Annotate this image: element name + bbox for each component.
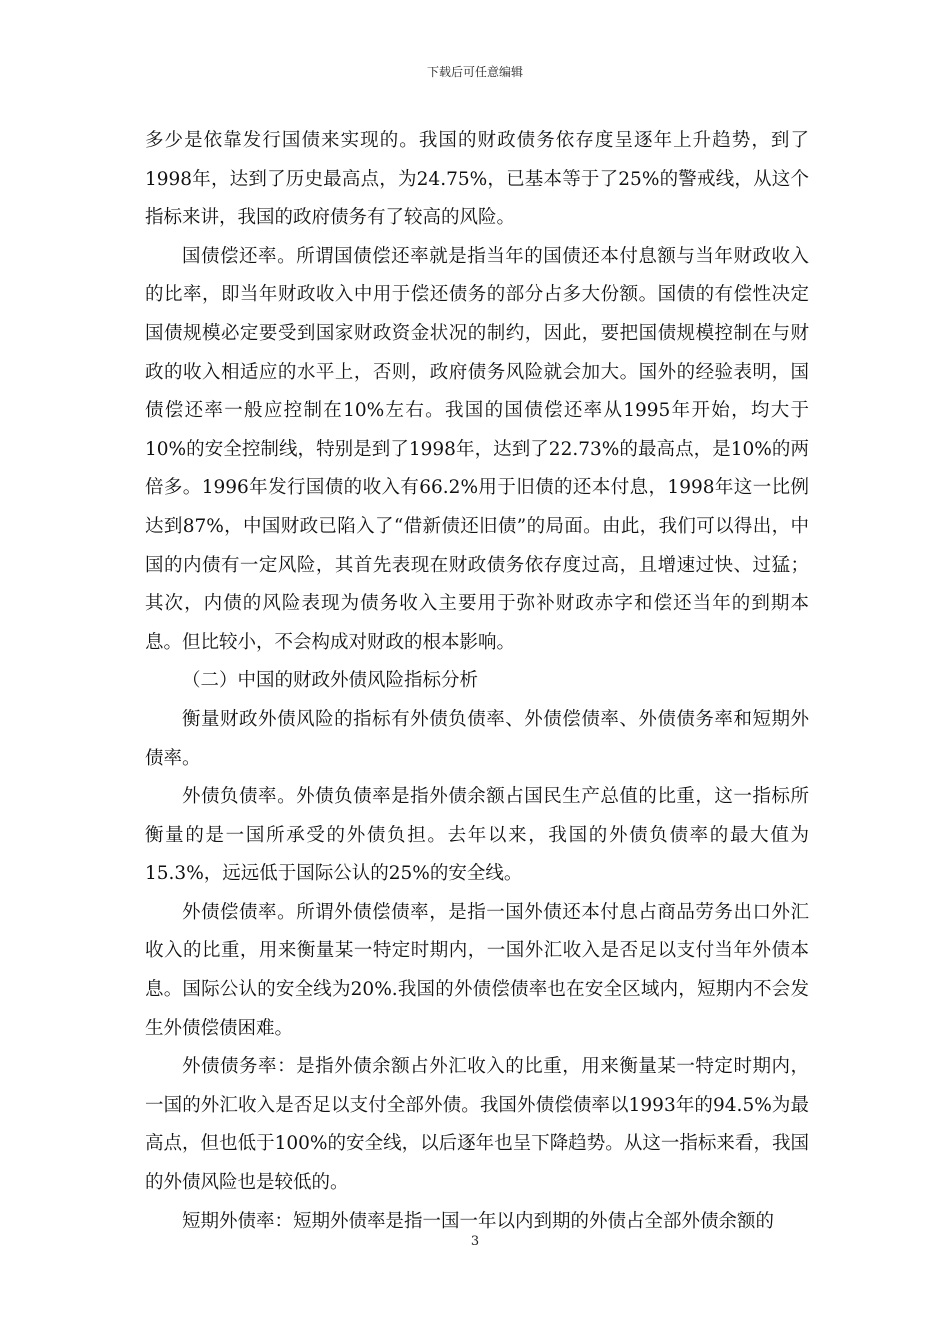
paragraph-debt-repayment-ratio: 国债偿还率。所谓国债偿还率就是指当年的国债还本付息额与当年财政收入的比率，即当年财政收入中用于偿还债务的部分占多大份额。国债的有偿性决定国债规模必定要受到国家财政资金状况的制约，因此，要把国债规模控制在与财政的收入相适应的水平上，否则，政府债务风险就会加大。国外的经验表明，国债偿还率一般应控制在10%左右。我国的国债偿还率从1995年开始，均大于10%的安全控制线，特别是到了1998年，达到了22.73%的最高点，是10%的两倍多。1996年发行国债的收入有66.2%用于旧债的还本付息，1998年这一比例达到87%，中国财政已陷入了“借新债还旧债”的局面。由此，我们可以得出，中国的内债有一定风险，其首先表现在财政债务依存度过高，且增速过快、过猛；其次，内债的风险表现为债务收入主要用于弥补财政赤字和偿还当年的到期本息。但比较小，不会构成对财政的根本影响。 [145,245,809,653]
paragraph-foreign-debt-service-ratio: 外债偿债率。所谓外债偿债率，是指一国外债还本付息占商品劳务出口外汇收入的比重，用来衡量某一特定时期内，一国外汇收入是否足以支付当年外债本息。国际公认的安全线为20%.我国的外债偿债率也在安全区域内，短期内不会发生外债偿债困难。 [145,901,809,1039]
paragraph-foreign-debt-indicators: 衡量财政外债风险的指标有外债负债率、外债偿债率、外债债务率和短期外债率。 [145,708,809,769]
paragraph-continuation: 多少是依靠发行国债来实现的。我国的财政债务依存度呈逐年上升趋势，到了1998年，达到了历史最高点，为24.75%，已基本等于了25%的警戒线，从这个指标来讲，我国的政府债务有了较高的风险。 [145,130,809,229]
page-header: 下载后可任意编辑 [426,65,523,79]
page-number: 3 [470,1234,480,1249]
section-heading-foreign-debt: （二）中国的财政外债风险指标分析 [182,670,479,692]
document-body [145,122,809,1241]
paragraph-short-term-debt-ratio: 短期外债率：短期外债率是指一国一年以内到期的外债占全部外债余额的 [182,1210,775,1232]
paragraph-foreign-debt-liability-ratio: 外债负债率。外债负债率是指外债余额占国民生产总值的比重，这一指标所衡量的是一国所承受的外债负担。去年以来，我国的外债负债率的最大值为15.3%，远远低于国际公认的25%的安全线。 [145,786,809,885]
paragraph-foreign-debt-ratio: 外债债务率：是指外债余额占外汇收入的比重，用来衡量某一特定时期内，一国的外汇收入是否足以支付全部外债。我国外债偿债率以1993年的94.5%为最高点，但也低于100%的安全线，以后逐年也呈下降趋势。从这一指标来看，我国的外债风险也是较低的。 [145,1056,809,1194]
